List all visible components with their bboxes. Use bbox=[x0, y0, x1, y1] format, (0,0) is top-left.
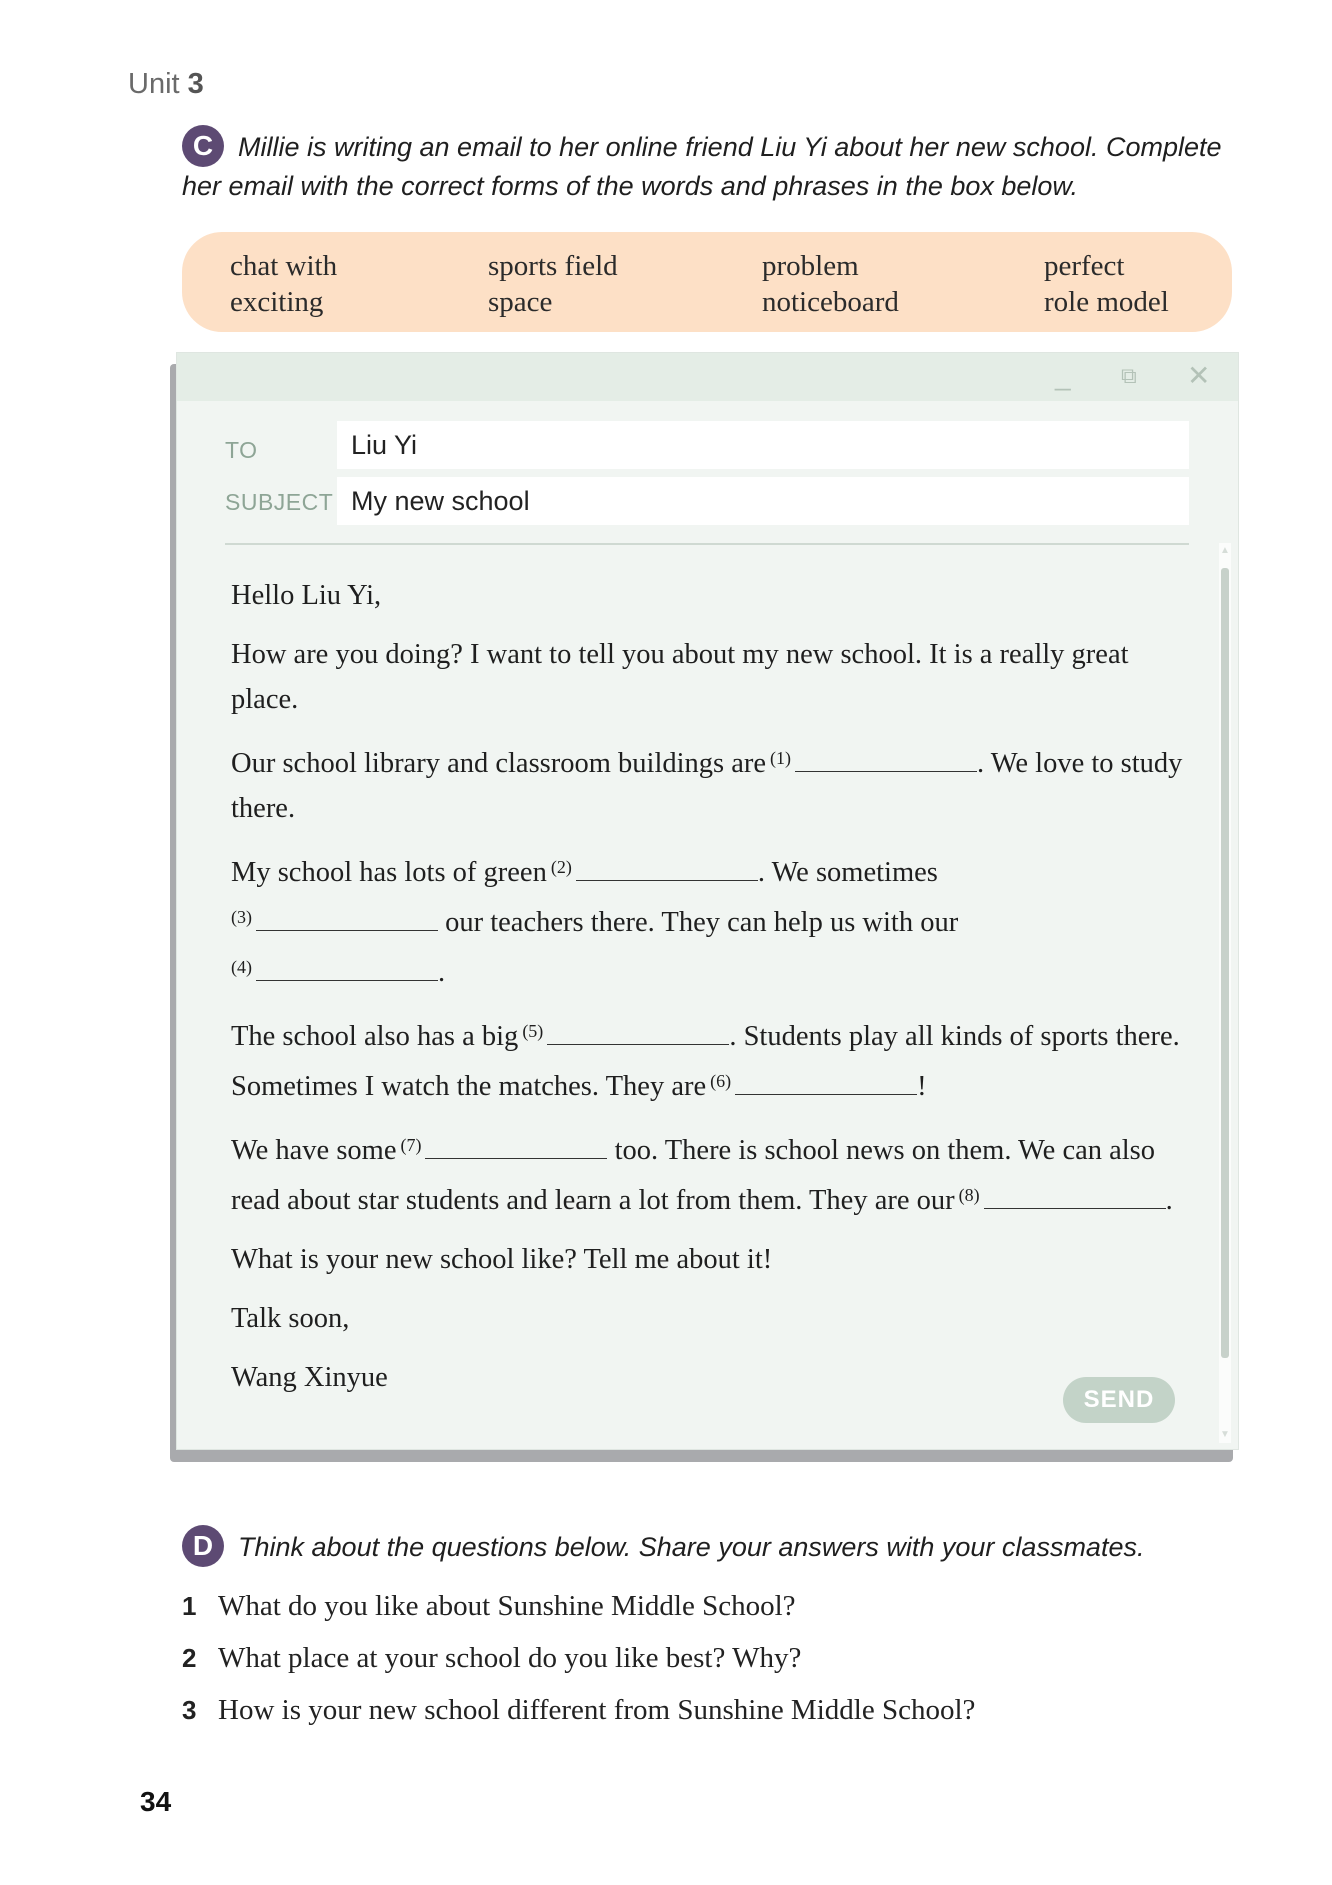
section-c-badge: C bbox=[182, 125, 224, 167]
question-text: How is your new school different from Sunshine Middle School? bbox=[218, 1694, 976, 1726]
page-number: 34 bbox=[140, 1786, 172, 1817]
blank-2[interactable] bbox=[576, 854, 758, 881]
blank-number: (2) bbox=[550, 857, 572, 877]
blank-number: (4) bbox=[231, 957, 252, 977]
question-number: 2 bbox=[182, 1643, 197, 1673]
question-text: What place at your school do you like best? Why? bbox=[218, 1642, 802, 1674]
section-d-instruction bbox=[182, 1528, 1222, 1567]
blank-number: (1) bbox=[770, 748, 792, 768]
close-icon[interactable]: ✕ bbox=[1187, 360, 1211, 391]
subject-label: SUBJECT bbox=[225, 489, 334, 515]
blank-number: (5) bbox=[522, 1021, 544, 1041]
word-item: sports field bbox=[488, 250, 618, 282]
unit-heading bbox=[128, 68, 204, 101]
subject-field[interactable]: My new school bbox=[337, 477, 1189, 525]
to-field[interactable]: Liu Yi bbox=[337, 421, 1189, 469]
scroll-down-icon[interactable]: ▼ bbox=[1220, 1429, 1230, 1440]
to-label: TO bbox=[225, 437, 258, 463]
word-item: chat with bbox=[230, 250, 338, 282]
section-c-text: Millie is writing an email to her online friend Liu Yi about her new school. Complete her email with the correct forms of the words and phrases in the box below. bbox=[182, 132, 1222, 201]
paragraph-4: The school also has a big $^{(5)}$ . Students play all kinds of sports there. Sometimes I watch the matches. They are $^{(6)}$ ! bbox=[231, 1009, 1191, 1109]
question-text: What do you like about Sunshine Middle School? bbox=[218, 1590, 796, 1622]
word-col-4 bbox=[1044, 248, 1169, 320]
word-item: space bbox=[488, 286, 553, 318]
closing: Talk soon, bbox=[231, 1303, 350, 1334]
section-d-badge: D bbox=[182, 1525, 224, 1567]
paragraph-2: Our school library and classroom buildings are $^{(1)}$ . We love to study there. bbox=[231, 736, 1191, 831]
word-item: perfect bbox=[1044, 250, 1125, 282]
paragraph-5: We have some $^{(7)}$ too. There is school news on them. We can also read about star students and learn a lot from them. They are our $^{(8)}$ . bbox=[231, 1123, 1191, 1223]
word-col-2 bbox=[488, 248, 618, 320]
blank-number: (6) bbox=[710, 1071, 732, 1091]
scroll-up-icon[interactable]: ▲ bbox=[1220, 545, 1230, 556]
send-button[interactable]: SEND bbox=[1063, 1377, 1175, 1423]
blank-8[interactable] bbox=[984, 1182, 1166, 1209]
word-item: exciting bbox=[230, 286, 324, 318]
blank-4[interactable] bbox=[256, 954, 438, 981]
question-number: 1 bbox=[182, 1591, 197, 1621]
paragraph-6: What is your new school like? Tell me about it! bbox=[231, 1244, 773, 1275]
blank-number: (8) bbox=[958, 1185, 980, 1205]
signature: Wang Xinyue bbox=[231, 1362, 388, 1393]
blank-number: (7) bbox=[400, 1135, 422, 1155]
scrollbar-thumb[interactable] bbox=[1221, 568, 1229, 1358]
header-divider bbox=[225, 543, 1189, 545]
blank-3[interactable] bbox=[256, 904, 438, 931]
blank-1[interactable] bbox=[795, 745, 977, 772]
list-item bbox=[182, 1636, 1232, 1688]
question-list bbox=[182, 1584, 1232, 1740]
section-d-text: Think about the questions below. Share your answers with your classmates. bbox=[238, 1532, 1145, 1562]
word-col-1 bbox=[230, 248, 337, 320]
unit-number: 3 bbox=[187, 68, 204, 100]
email-window bbox=[176, 352, 1239, 1450]
blank-7[interactable] bbox=[425, 1132, 607, 1159]
question-number: 3 bbox=[182, 1695, 197, 1725]
restore-icon[interactable]: ⧉ bbox=[1121, 363, 1137, 388]
email-body[interactable] bbox=[231, 573, 1191, 1414]
word-item: problem bbox=[762, 250, 859, 282]
word-box bbox=[182, 232, 1232, 332]
word-item: noticeboard bbox=[762, 286, 899, 318]
blank-number: (3) bbox=[231, 907, 252, 927]
blank-5[interactable] bbox=[547, 1018, 729, 1045]
blank-6[interactable] bbox=[735, 1068, 917, 1095]
paragraph-1: How are you doing? I want to tell you about my new school. It is a really great place. bbox=[231, 639, 1129, 715]
section-c-instruction bbox=[182, 128, 1222, 205]
greeting: Hello Liu Yi, bbox=[231, 580, 382, 611]
window-titlebar bbox=[177, 353, 1238, 401]
paragraph-3: My school has lots of green $^{(2)}$ . We sometimes $^{(3)}$ our teachers there. They can help us with our $^{(4)}$ . bbox=[231, 845, 1191, 995]
minimize-icon[interactable]: _ bbox=[1055, 360, 1071, 391]
word-item: role model bbox=[1044, 286, 1169, 318]
list-item bbox=[182, 1688, 1232, 1740]
unit-label: Unit bbox=[128, 68, 180, 100]
word-col-3 bbox=[762, 248, 899, 320]
list-item bbox=[182, 1584, 1232, 1636]
